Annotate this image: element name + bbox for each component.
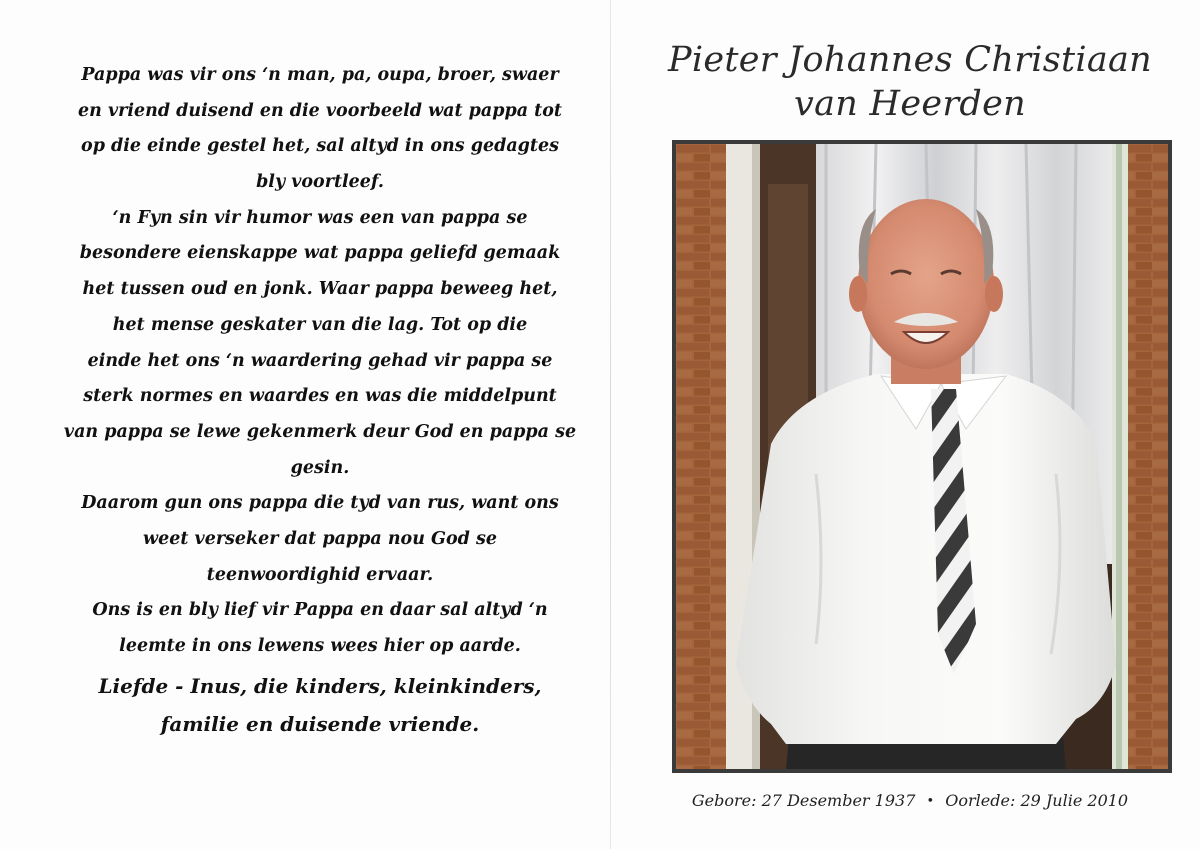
bullet-separator: • (926, 794, 935, 809)
name-line-first: Pieter Johannes Christiaan (667, 40, 1153, 80)
life-dates (640, 791, 1180, 810)
name-line-surname: van Heerden (794, 84, 1026, 124)
tribute-line: besondere eienskappe wat pappa geliefd gemaak (79, 243, 561, 264)
died-label: Oorlede: (945, 791, 1016, 810)
born-label: Gebore: (691, 791, 757, 810)
tribute-line: van pappa se lewe gekenmerk deur God en pappa se (63, 421, 577, 442)
tribute-line: het mense geskater van die lag. Tot op die (112, 314, 528, 335)
died-date: 29 Julie 2010 (1020, 791, 1129, 810)
tribute-line: weet verseker dat pappa nou God se (143, 528, 497, 549)
tribute-line: Daarom gun ons pappa die tyd van rus, want ons (81, 493, 559, 514)
tribute-line: Ons is en bly lief vir Pappa en daar sal altyd ‘n (92, 600, 548, 621)
portrait-photo (676, 144, 1168, 769)
tribute-page (40, 58, 600, 743)
tribute-line: einde het ons ‘n waardering gehad vir pappa se (87, 350, 553, 371)
fold-line (610, 0, 611, 849)
tribute-line: ‘n Fyn sin vir humor was een van pappa se (112, 207, 528, 228)
deceased-name (640, 38, 1180, 126)
signature-line: familie en duisende vriende. (160, 711, 480, 736)
born-date: 27 Desember 1937 (761, 791, 916, 810)
tribute-line: teenwoordighid ervaar. (206, 564, 434, 585)
tribute-line: Pappa was vir ons ‘n man, pa, oupa, broer, swaer (81, 65, 559, 85)
tribute-line: sterk normes en waardes en was die middelpunt (83, 386, 557, 407)
tribute-line: leemte in ons lewens wees hier op aarde. (119, 636, 521, 656)
tribute-line: en vriend duisend en die voorbeeld wat pappa tot (78, 100, 562, 121)
tribute-line: op die einde gestel het, sal altyd in ons gedagtes (81, 136, 559, 157)
tribute-line: het tussen oud en jonk. Waar pappa beweeg het, (82, 279, 558, 300)
tribute-line: gesin. (290, 457, 350, 478)
signature-line: Liefde - Inus, die kinders, kleinkinders, (98, 673, 542, 698)
tribute-line: bly voortleef. (256, 172, 384, 193)
portrait-frame (672, 140, 1172, 773)
